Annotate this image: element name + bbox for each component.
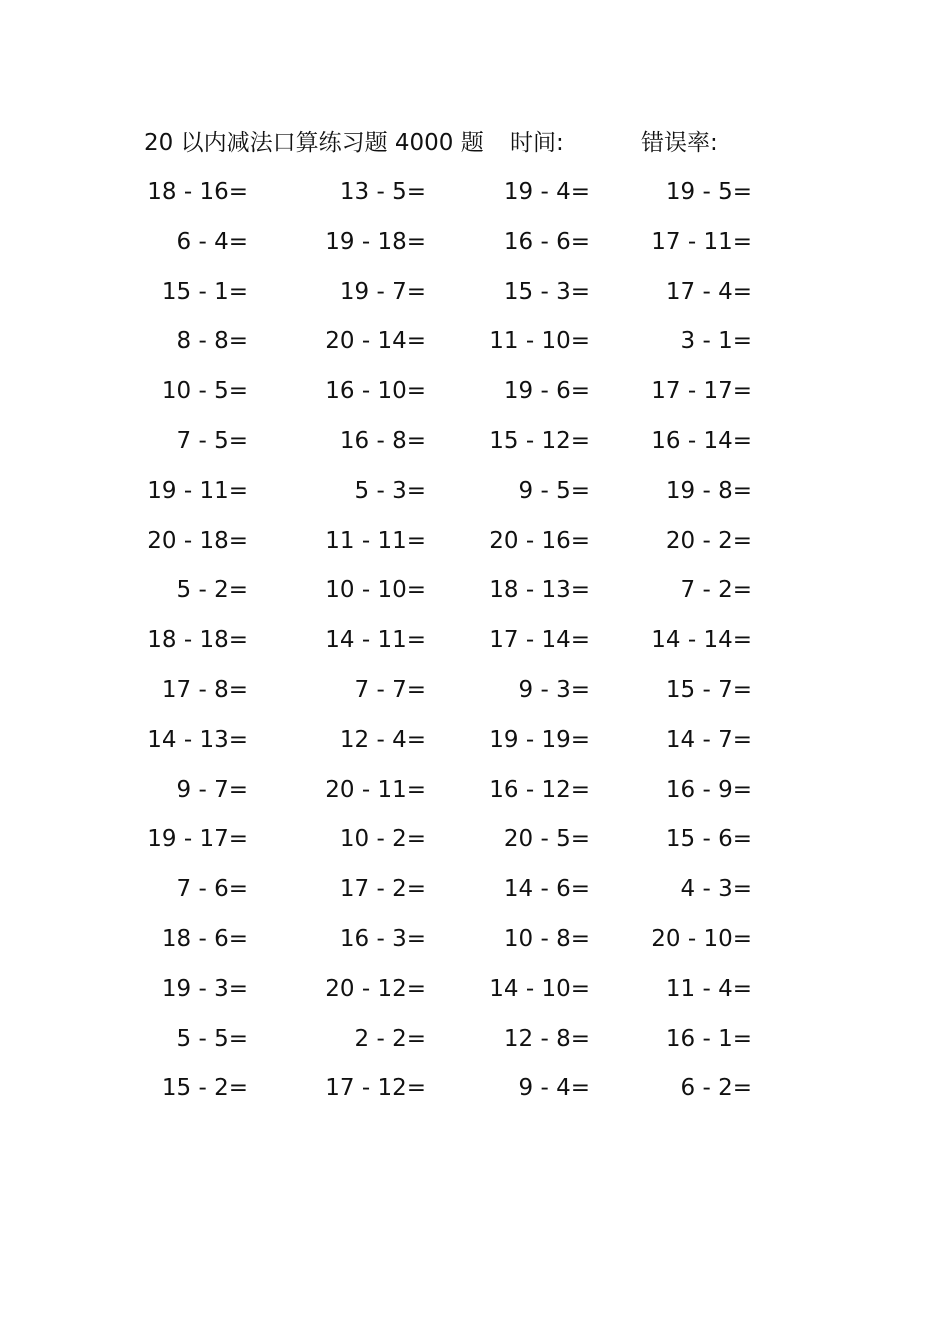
problem-cell: [474, 672, 642, 722]
problem-cell: [474, 572, 642, 622]
subtraction-problem: 10 - 10=: [325, 577, 426, 604]
problem-grid: [138, 174, 810, 1120]
subtraction-problem: 3 - 1=: [680, 328, 752, 355]
subtraction-problem: 16 - 3=: [339, 925, 426, 952]
problem-cell: [642, 971, 810, 1021]
problem-row: [138, 1070, 810, 1120]
problem-row: [138, 772, 810, 822]
problem-cell: [474, 274, 642, 324]
subtraction-problem: 15 - 6=: [665, 826, 752, 853]
subtraction-problem: 19 - 8=: [665, 477, 752, 504]
problem-cell: [474, 971, 642, 1021]
problem-cell: [138, 174, 306, 224]
subtraction-problem: 18 - 16=: [147, 179, 248, 205]
subtraction-problem: 20 - 18=: [147, 527, 248, 554]
problem-row: [138, 373, 810, 423]
problem-cell: [474, 423, 642, 473]
problem-cell: [306, 274, 474, 324]
problem-cell: [642, 722, 810, 772]
problem-row: [138, 821, 810, 871]
subtraction-problem: 19 - 3=: [161, 975, 248, 1002]
subtraction-problem: 6 - 4=: [176, 228, 248, 255]
subtraction-problem: 11 - 10=: [489, 328, 590, 355]
problem-row: [138, 423, 810, 473]
problem-cell: [306, 174, 474, 224]
subtraction-problem: 17 - 4=: [665, 278, 752, 305]
subtraction-problem: 7 - 5=: [176, 427, 248, 454]
subtraction-problem: 9 - 7=: [176, 776, 248, 803]
subtraction-problem: 14 - 6=: [503, 876, 590, 903]
subtraction-problem: 8 - 8=: [176, 328, 248, 355]
problem-cell: [642, 772, 810, 822]
subtraction-problem: 17 - 12=: [325, 1075, 426, 1102]
problem-cell: [642, 323, 810, 373]
problem-cell: [306, 722, 474, 772]
problem-cell: [138, 921, 306, 971]
subtraction-problem: 12 - 8=: [503, 1025, 590, 1052]
subtraction-problem: 16 - 1=: [665, 1025, 752, 1052]
worksheet-header: [144, 126, 864, 160]
problem-cell: [642, 373, 810, 423]
subtraction-problem: 15 - 3=: [503, 278, 590, 305]
problem-cell: [138, 323, 306, 373]
problem-cell: [642, 572, 810, 622]
subtraction-problem: 9 - 4=: [518, 1075, 590, 1102]
subtraction-problem: 17 - 14=: [489, 627, 590, 654]
subtraction-problem: 13 - 5=: [339, 179, 426, 205]
problem-row: [138, 224, 810, 274]
problem-cell: [138, 274, 306, 324]
subtraction-problem: 16 - 8=: [339, 427, 426, 454]
subtraction-problem: 12 - 4=: [339, 726, 426, 753]
problem-cell: [306, 323, 474, 373]
problem-row: [138, 722, 810, 772]
problem-cell: [306, 772, 474, 822]
problem-cell: [306, 1021, 474, 1071]
subtraction-problem: 14 - 13=: [147, 726, 248, 753]
problem-cell: [474, 323, 642, 373]
subtraction-problem: 16 - 12=: [489, 776, 590, 803]
subtraction-problem: 19 - 18=: [325, 228, 426, 255]
subtraction-problem: 17 - 2=: [339, 876, 426, 903]
subtraction-problem: 7 - 6=: [176, 876, 248, 903]
problem-cell: [474, 523, 642, 573]
subtraction-problem: 16 - 6=: [503, 228, 590, 255]
subtraction-problem: 14 - 10=: [489, 975, 590, 1002]
problem-cell: [306, 224, 474, 274]
problem-row: [138, 971, 810, 1021]
subtraction-problem: 6 - 2=: [680, 1075, 752, 1102]
subtraction-problem: 20 - 10=: [651, 925, 752, 952]
subtraction-problem: 2 - 2=: [354, 1025, 426, 1052]
problem-row: [138, 572, 810, 622]
problem-row: [138, 523, 810, 573]
subtraction-problem: 15 - 7=: [665, 676, 752, 703]
problem-cell: [138, 821, 306, 871]
subtraction-problem: 11 - 4=: [665, 975, 752, 1002]
problem-row: [138, 921, 810, 971]
problem-row: [138, 871, 810, 921]
problem-cell: [642, 821, 810, 871]
problem-cell: [642, 871, 810, 921]
problem-cell: [306, 523, 474, 573]
subtraction-problem: 19 - 4=: [503, 179, 590, 205]
problem-cell: [474, 722, 642, 772]
subtraction-problem: 9 - 5=: [518, 477, 590, 504]
problem-row: [138, 1021, 810, 1071]
problem-cell: [642, 921, 810, 971]
subtraction-problem: 14 - 7=: [665, 726, 752, 753]
subtraction-problem: 18 - 6=: [161, 925, 248, 952]
worksheet-title: 20 以内减法口算练习题 4000 题: [144, 130, 484, 156]
problem-cell: [138, 622, 306, 672]
problem-cell: [642, 1021, 810, 1071]
subtraction-problem: 17 - 11=: [651, 228, 752, 255]
problem-cell: [642, 1070, 810, 1120]
problem-cell: [306, 821, 474, 871]
subtraction-problem: 10 - 2=: [339, 826, 426, 853]
subtraction-problem: 16 - 9=: [665, 776, 752, 803]
problem-cell: [138, 722, 306, 772]
subtraction-problem: 20 - 5=: [503, 826, 590, 853]
problem-cell: [474, 772, 642, 822]
subtraction-problem: 15 - 1=: [161, 278, 248, 305]
subtraction-problem: 20 - 16=: [489, 527, 590, 554]
error-rate-label: 错误率:: [641, 130, 718, 156]
problem-cell: [138, 423, 306, 473]
problem-cell: [474, 622, 642, 672]
subtraction-problem: 19 - 7=: [339, 278, 426, 305]
subtraction-problem: 15 - 2=: [161, 1075, 248, 1102]
subtraction-problem: 11 - 11=: [325, 527, 426, 554]
subtraction-problem: 9 - 3=: [518, 676, 590, 703]
problem-cell: [306, 871, 474, 921]
problem-cell: [642, 672, 810, 722]
subtraction-problem: 20 - 11=: [325, 776, 426, 803]
problem-cell: [306, 672, 474, 722]
problem-cell: [474, 1070, 642, 1120]
problem-cell: [474, 921, 642, 971]
problem-cell: [642, 174, 810, 224]
subtraction-problem: 15 - 12=: [489, 427, 590, 454]
problem-cell: [474, 871, 642, 921]
subtraction-problem: 14 - 11=: [325, 627, 426, 654]
subtraction-problem: 16 - 10=: [325, 378, 426, 405]
problem-row: [138, 323, 810, 373]
problem-cell: [138, 772, 306, 822]
problem-cell: [642, 423, 810, 473]
problem-cell: [138, 373, 306, 423]
subtraction-problem: 17 - 8=: [161, 676, 248, 703]
subtraction-problem: 19 - 5=: [665, 179, 752, 205]
problem-cell: [138, 572, 306, 622]
problem-cell: [138, 473, 306, 523]
problem-cell: [642, 224, 810, 274]
problem-cell: [306, 473, 474, 523]
problem-cell: [474, 174, 642, 224]
subtraction-problem: 19 - 6=: [503, 378, 590, 405]
problem-row: [138, 622, 810, 672]
subtraction-problem: 19 - 11=: [147, 477, 248, 504]
subtraction-problem: 18 - 13=: [489, 577, 590, 604]
subtraction-problem: 7 - 7=: [354, 676, 426, 703]
problem-cell: [474, 473, 642, 523]
subtraction-problem: 7 - 2=: [680, 577, 752, 604]
problem-cell: [306, 921, 474, 971]
subtraction-problem: 5 - 2=: [176, 577, 248, 604]
subtraction-problem: 20 - 14=: [325, 328, 426, 355]
subtraction-problem: 10 - 5=: [161, 378, 248, 405]
problem-cell: [138, 971, 306, 1021]
problem-cell: [474, 224, 642, 274]
problem-cell: [138, 871, 306, 921]
problem-cell: [138, 224, 306, 274]
subtraction-problem: 20 - 2=: [665, 527, 752, 554]
problem-row: [138, 672, 810, 722]
problem-row: [138, 473, 810, 523]
subtraction-problem: 18 - 18=: [147, 627, 248, 654]
time-label: 时间:: [510, 130, 564, 156]
problem-cell: [306, 1070, 474, 1120]
subtraction-problem: 5 - 5=: [176, 1025, 248, 1052]
subtraction-problem: 14 - 14=: [651, 627, 752, 654]
problem-row: [138, 174, 810, 224]
subtraction-problem: 10 - 8=: [503, 925, 590, 952]
problem-cell: [138, 1070, 306, 1120]
problem-cell: [642, 473, 810, 523]
problem-cell: [306, 622, 474, 672]
problem-cell: [138, 672, 306, 722]
subtraction-problem: 5 - 3=: [354, 477, 426, 504]
problem-cell: [138, 1021, 306, 1071]
problem-cell: [306, 572, 474, 622]
subtraction-problem: 19 - 19=: [489, 726, 590, 753]
problem-cell: [642, 523, 810, 573]
subtraction-problem: 4 - 3=: [680, 876, 752, 903]
subtraction-problem: 16 - 14=: [651, 427, 752, 454]
problem-cell: [306, 373, 474, 423]
problem-cell: [642, 622, 810, 672]
problem-row: [138, 274, 810, 324]
problem-cell: [642, 274, 810, 324]
problem-cell: [474, 1021, 642, 1071]
problem-cell: [138, 523, 306, 573]
subtraction-problem: 17 - 17=: [651, 378, 752, 405]
problem-cell: [306, 971, 474, 1021]
problem-cell: [474, 373, 642, 423]
subtraction-problem: 19 - 17=: [147, 826, 248, 853]
subtraction-problem: 20 - 12=: [325, 975, 426, 1002]
problem-cell: [306, 423, 474, 473]
problem-cell: [474, 821, 642, 871]
